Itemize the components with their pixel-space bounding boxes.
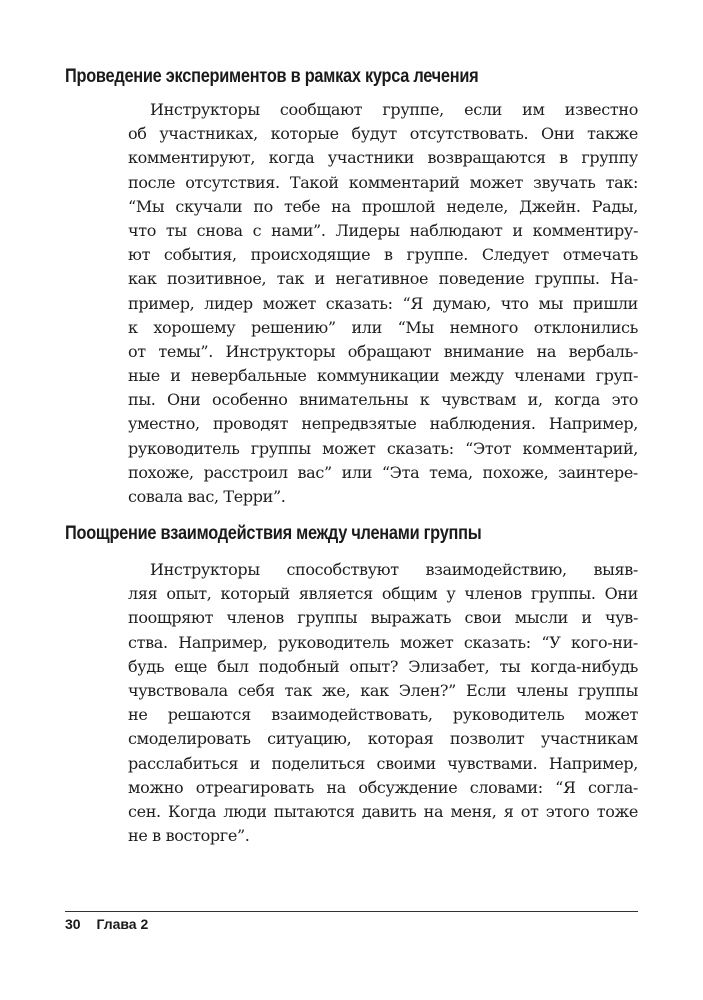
- section-heading-experiments: Проведение экспериментов в рамках курса лечения: [65, 66, 479, 87]
- text-line: можно отреагировать на обсуждение словами: “Я согла-: [128, 777, 638, 797]
- text-line: Инструкторы сообщают группе, если им известно: [150, 100, 638, 119]
- text-line: после отсутствия. Такой комментарий может звучать так:: [128, 172, 638, 192]
- text-line: поощряют членов группы выражать свои мысли и чув-: [128, 608, 638, 628]
- page-number: 30: [65, 916, 81, 932]
- paragraph-experiments: [128, 98, 638, 509]
- text-line: не решаются взаимодействовать, руководитель может: [128, 705, 638, 725]
- text-line: как позитивное, так и негативное поведение группы. На-: [128, 269, 638, 289]
- text-line: чувствовала себя так же, как Элен?” Если члены группы: [128, 680, 638, 700]
- text-line: расслабиться и поделиться своими чувствами. Например,: [128, 753, 638, 773]
- text-line: пы. Они особенно внимательны к чувствам и, когда это: [128, 390, 638, 410]
- text-line: ные и невербальные коммуникации между членами груп-: [128, 366, 638, 386]
- text-line: ляя опыт, который является общим у членов группы. Они: [128, 584, 638, 604]
- text-line: пример, лидер может сказать: “Я думаю, что мы пришли: [128, 293, 638, 313]
- text-line: об участниках, которые будут отсутствовать. Они также: [128, 124, 638, 144]
- text-line: к хорошему решению” или “Мы немного отклонились: [128, 317, 638, 337]
- chapter-label: Глава 2: [96, 916, 149, 932]
- text-line: сен. Когда люди пытаются давить на меня, я от этого тоже: [128, 801, 638, 821]
- text-line: комментируют, когда участники возвращаются в группу: [128, 148, 638, 168]
- page-footer: [65, 916, 148, 932]
- text-line: не в восторге”.: [128, 826, 250, 846]
- text-line: смоделировать ситуацию, которая позволит участникам: [128, 729, 638, 749]
- text-line: Инструкторы способствуют взаимодействию, выяв-: [150, 560, 638, 579]
- text-line: ства. Например, руководитель может сказать: “У кого-ни-: [128, 632, 638, 652]
- text-line: от темы”. Инструкторы обращают внимание на вербаль-: [128, 341, 638, 361]
- text-line: уместно, проводят непредвзятые наблюдения. Например,: [128, 414, 638, 434]
- section-heading-interaction: Поощрение взаимодействия между членами группы: [65, 523, 482, 544]
- footer-divider: [65, 911, 638, 912]
- text-line: что ты снова с нами”. Лидеры наблюдают и комментиру-: [128, 220, 638, 240]
- text-line: совала вас, Терри”.: [128, 487, 286, 506]
- paragraph-interaction: [128, 558, 638, 848]
- text-line: ют события, происходящие в группе. Следует отмечать: [128, 245, 638, 265]
- text-line: будь еще был подобный опыт? Элизабет, ты когда-нибудь: [128, 656, 638, 676]
- text-line: похоже, расстроил вас” или “Эта тема, похоже, заинтере-: [128, 462, 638, 482]
- text-line: “Мы скучали по тебе на прошлой неделе, Джейн. Рады,: [128, 196, 638, 216]
- text-line: руководитель группы может сказать: “Этот комментарий,: [128, 438, 638, 458]
